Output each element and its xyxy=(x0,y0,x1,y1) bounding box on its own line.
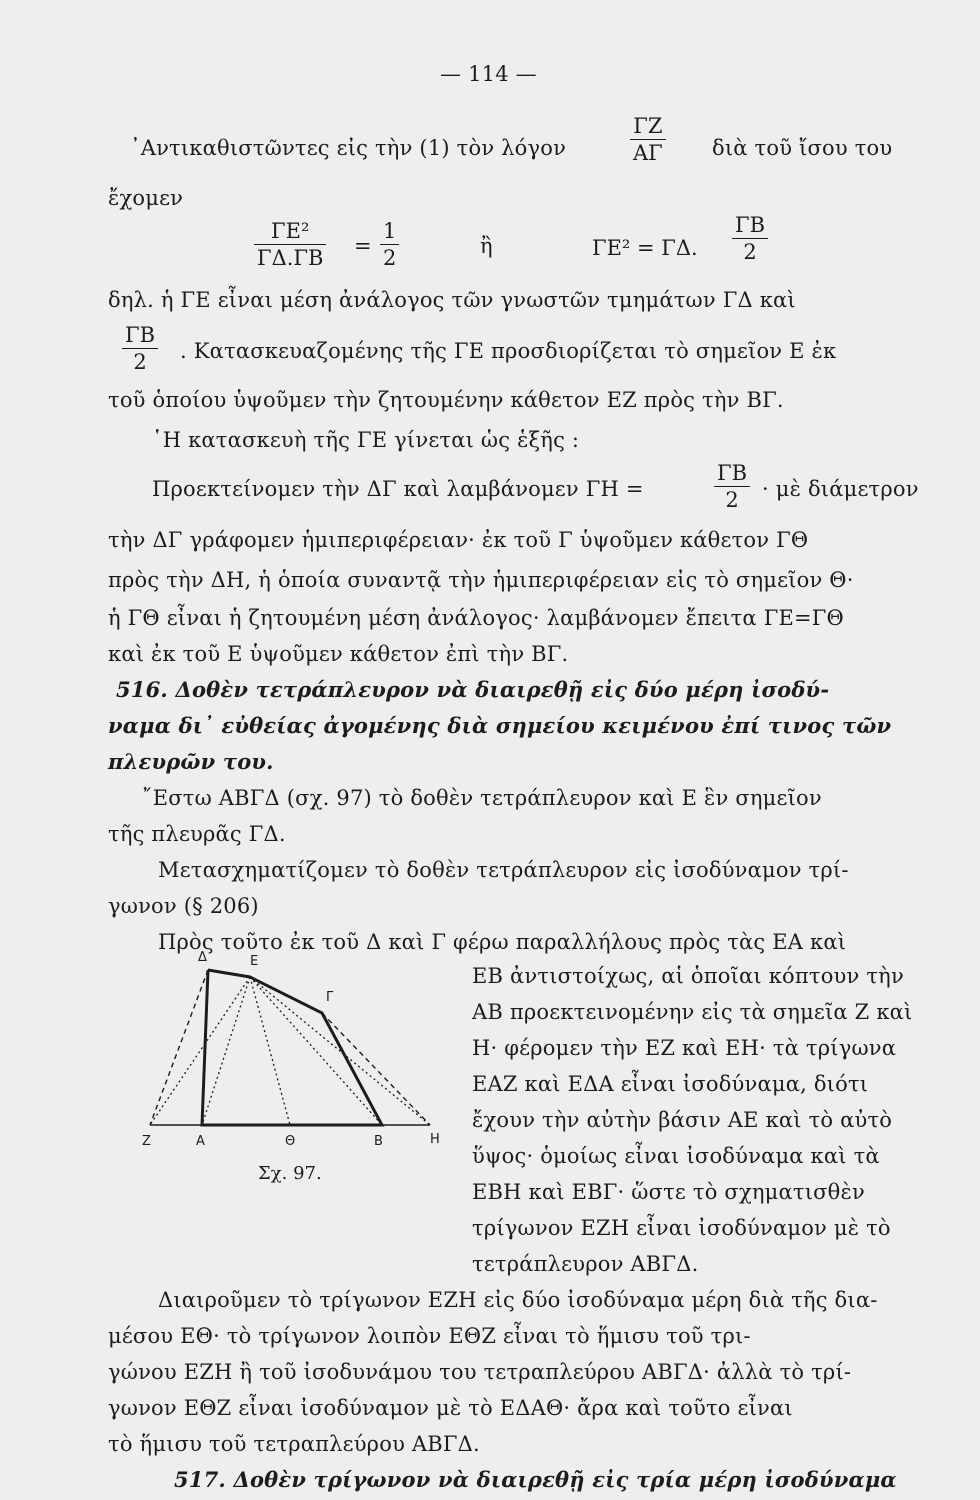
fraction-gb-2 xyxy=(122,322,158,375)
right-col-line-2: ΑΒ προεκτεινομένην εἰς τὰ σημεῖα Ζ καὶ xyxy=(472,1000,913,1024)
text-line-6: ῾Η κατασκευὴ τῆς ΓΕ γίνεται ὡς ἑξῆς : xyxy=(152,428,580,452)
fraction-denominator: ΓΔ.ΓΒ xyxy=(257,246,324,270)
right-col-line-4: ΕΑΖ καὶ ΕΔΑ εἶναι ἰσοδύναμα, διότι xyxy=(472,1072,869,1096)
problem-517-heading: 517. Δοθὲν τρίγωνον νὰ διαιρεθῇ εἰς τρία μέρη ἰσοδύναμα xyxy=(174,1467,897,1492)
label-delta: Δ xyxy=(198,950,207,965)
fraction-numerator: ΓΒ xyxy=(122,322,158,349)
label-zeta: Ζ xyxy=(142,1134,151,1149)
text-line-4: . Κατασκευαζομένης τῆς ΓΕ προσδιορίζεται τὸ σημεῖον Ε ἐκ xyxy=(180,339,837,363)
text-line-19: Πρὸς τοῦτο ἐκ τοῦ Δ καὶ Γ φέρω παραλλήλους πρὸς τὰς ΕΑ καὶ xyxy=(158,930,847,954)
fraction-gz-ag xyxy=(630,113,666,166)
text-line-10: ἡ ΓΘ εἶναι ἡ ζητουμένη μέση ἀνάλογος· λαμβάνομεν ἔπειτα ΓΕ=ΓΘ xyxy=(108,606,844,630)
fraction-denominator: 2 xyxy=(743,240,757,264)
text-line-22: γώνου ΕΖΗ ἢ τοῦ ἰσοδυνάμου του τετραπλεύρου ΑΒΓΔ· ἀλλὰ τὸ τρί- xyxy=(108,1360,852,1384)
text-line-24: τὸ ἥμισυ τοῦ τετραπλεύρου ΑΒΓΔ. xyxy=(108,1432,480,1456)
segment-ea xyxy=(202,977,250,1125)
fraction-denominator: 2 xyxy=(725,488,739,512)
fraction-denominator: 2 xyxy=(383,246,397,270)
fraction-numerator: ΓΒ xyxy=(714,460,750,487)
text-line-8: τὴν ΔΓ γράφομεν ἡμιπεριφέρειαν· ἐκ τοῦ Γ ὑψοῦμεν κάθετον ΓΘ xyxy=(108,528,809,552)
fraction-numerator: 1 xyxy=(380,218,399,245)
equation-product: ΓΕ² = ΓΔ. xyxy=(592,236,698,260)
fraction-denominator: 2 xyxy=(133,350,147,374)
right-col-line-5: ἔχουν τὴν αὐτὴν βάσιν ΑΕ καὶ τὸ αὐτὸ xyxy=(472,1108,893,1132)
text-line-23: γωνον ΕΘΖ εἶναι ἰσοδύναμον μὲ τὸ ΕΔΑΘ· ἄρα καὶ τοῦτο εἶναι xyxy=(108,1396,793,1420)
text-line-11: καὶ ἐκ τοῦ Ε ὑψοῦμεν κάθετον ἐπὶ τὴν ΒΓ. xyxy=(108,642,569,666)
fraction-gb-2-b xyxy=(714,460,750,513)
segment-ez xyxy=(150,977,250,1125)
equals-sign: = xyxy=(354,234,372,258)
equation-fraction-a xyxy=(254,218,326,271)
equation-fraction-b xyxy=(380,218,399,271)
label-theta: Θ xyxy=(285,1134,296,1149)
text-line-1b: διὰ τοῦ ἴσου του xyxy=(712,136,893,160)
text-line-1a: ᾿Αντικαθιστῶντες εἰς τὴν (1) τὸν λόγον xyxy=(130,136,567,160)
text-line-18: γωνον (§ 206) xyxy=(108,894,259,918)
text-line-7b: · μὲ διάμετρον xyxy=(762,477,919,501)
figure-97 xyxy=(130,935,460,1195)
label-eta: Η xyxy=(430,1132,440,1147)
fraction-denominator: ΑΓ xyxy=(633,141,663,165)
problem-516-line-3: πλευρῶν του. xyxy=(108,749,274,774)
parallel-from-d xyxy=(150,970,208,1125)
text-line-16: τῆς πλευρᾶς ΓΔ. xyxy=(108,822,286,846)
right-col-line-8: τρίγωνον ΕΖΗ εἶναι ἰσοδύναμον μὲ τὸ xyxy=(472,1216,891,1240)
fraction-numerator: ΓΒ xyxy=(732,212,768,239)
equation-fraction-d xyxy=(732,212,768,265)
label-gamma: Γ xyxy=(326,990,334,1005)
right-col-line-3: Η· φέρομεν τὴν ΕΖ καὶ ΕΗ· τὰ τρίγωνα xyxy=(472,1036,897,1060)
right-col-line-9: τετράπλευρον ΑΒΓΔ. xyxy=(472,1252,699,1276)
fraction-numerator: ΓΕ² xyxy=(254,218,326,245)
parallel-from-g xyxy=(322,1013,430,1125)
text-line-2: ἔχομεν xyxy=(108,186,184,210)
label-beta: Β xyxy=(374,1134,383,1149)
fraction-numerator: ΓΖ xyxy=(630,113,666,140)
text-line-21: μέσου ΕΘ· τὸ τρίγωνον λοιπὸν ΕΘΖ εἶναι τὸ ἥμισυ τοῦ τρι- xyxy=(108,1324,751,1348)
page-number: — 114 — xyxy=(440,62,537,86)
right-col-line-6: ὕψος· ὁμοίως εἶναι ἰσοδύναμα καὶ τὰ xyxy=(472,1144,880,1168)
problem-516-line-2: ναμα δι᾿ εὐθείας ἀγομένης διὰ σημείου κειμένου ἐπί τινος τῶν xyxy=(108,713,892,738)
text-line-15: ῎Εστω ΑΒΓΔ (σχ. 97) τὸ δοθὲν τετράπλευρον καὶ Ε ἓν σημεῖον xyxy=(142,786,822,810)
figure-caption: Σχ. 97. xyxy=(258,1163,322,1184)
text-line-5: τοῦ ὁποίου ὑψοῦμεν τὴν ζητουμένην κάθετον ΕΖ πρὸς τὴν ΒΓ. xyxy=(108,388,784,412)
right-col-line-1: ΕΒ ἀντιστοίχως, αἱ ὁποῖαι κόπτουν τὴν xyxy=(472,964,904,988)
text-line-7a: Προεκτείνομεν τὴν ΔΓ καὶ λαμβάνομεν ΓΗ = xyxy=(152,477,644,501)
text-line-9: πρὸς τὴν ΔΗ, ἡ ὁποία συναντᾷ τὴν ἡμιπεριφέρειαν εἰς τὸ σημεῖον Θ· xyxy=(108,568,854,592)
segment-eth xyxy=(250,977,290,1125)
text-line-17: Μετασχηματίζομεν τὸ δοθὲν τετράπλευρον εἰς ἰσοδύναμον τρί- xyxy=(158,858,849,882)
or-word: ἢ xyxy=(480,234,493,258)
segment-eh xyxy=(250,977,430,1125)
label-alpha: Α xyxy=(196,1134,205,1149)
text-line-20: Διαιροῦμεν τὸ τρίγωνον ΕΖΗ εἰς δύο ἰσοδύναμα μέρη διὰ τῆς δια- xyxy=(158,1288,878,1312)
problem-516-heading: 516. Δοθὲν τετράπλευρον νὰ διαιρεθῇ εἰς δύο μέρη ἰσοδύ- xyxy=(116,677,830,702)
label-epsilon: Ε xyxy=(250,954,259,969)
right-col-line-7: ΕΒΗ καὶ ΕΒΓ· ὥστε τὸ σχηματισθὲν xyxy=(472,1180,865,1204)
text-line-3: δηλ. ἡ ΓΕ εἶναι μέση ἀνάλογος τῶν γνωστῶν τμημάτων ΓΔ καὶ xyxy=(108,288,796,312)
